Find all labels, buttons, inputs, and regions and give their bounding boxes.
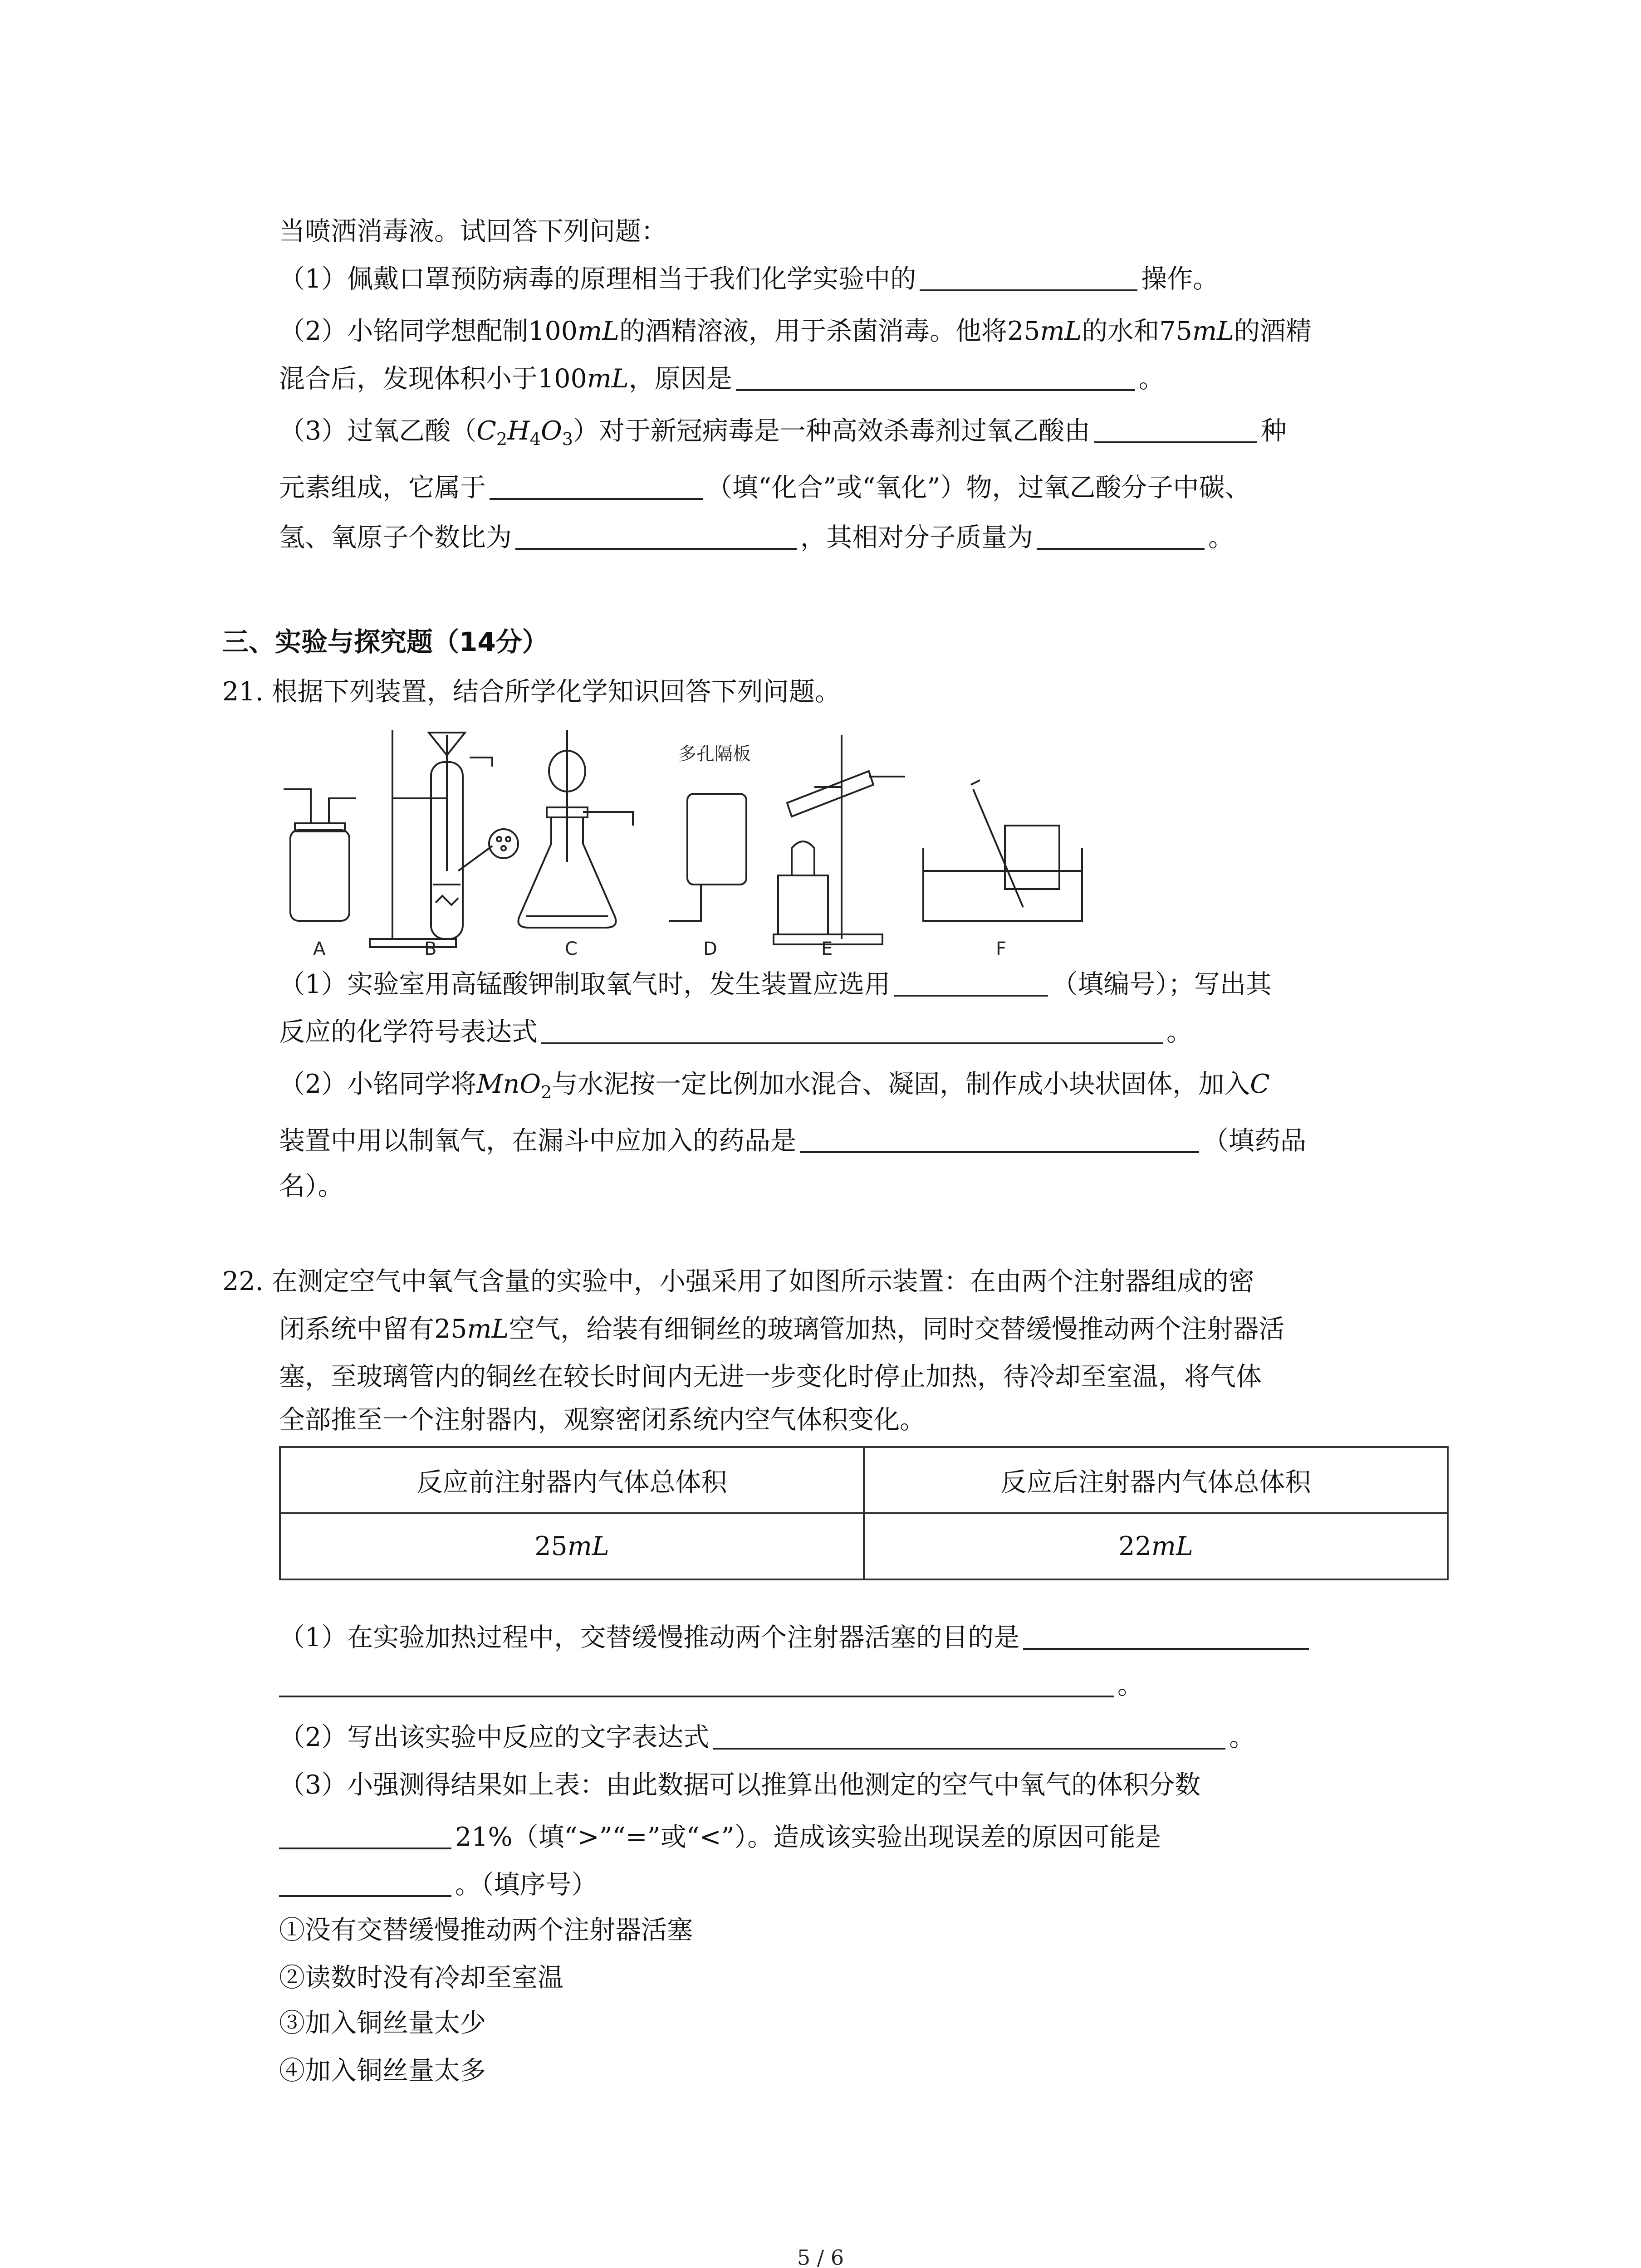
label-b: B <box>424 938 437 957</box>
answer-blank[interactable] <box>541 1014 1163 1044</box>
q22-line4: 全部推至一个注射器内，观察密闭系统内空气体积变化。 <box>279 1405 926 1435</box>
apparatus-c <box>519 730 633 928</box>
option-1: ①没有交替缓慢推动两个注射器活塞 <box>279 1915 693 1945</box>
q20-part2-line2: 混合后，发现体积小于100mL，原因是 。 <box>279 361 1165 397</box>
option-2: ②读数时没有冷却至室温 <box>279 1963 563 1993</box>
q21-stem: 21. 根据下列装置，结合所学化学知识回答下列问题。 <box>222 677 841 707</box>
option-3: ③加入铜丝量太少 <box>279 2008 486 2038</box>
label-c: C <box>565 938 578 957</box>
table-header-row <box>280 1447 1448 1513</box>
table-header: 反应后注射器内气体总体积 <box>864 1447 1448 1513</box>
q21-part1-line1: （1）实验室用高锰酸钾制取氧气时，发生装置应选用 （填编号）；写出其 <box>279 966 1272 1002</box>
apparatus-figure <box>279 726 1109 957</box>
q20-intro: 当喷洒消毒液。试回答下列问题： <box>279 216 667 246</box>
q22-line2: 闭系统中留有25mL空气，给装有细铜丝的玻璃管加热，同时交替缓慢推动两个注射器活 <box>279 1314 1285 1344</box>
q20-part3-line3: 氢、氧原子个数比为 ，其相对分子质量为 。 <box>279 519 1234 556</box>
porous-plate-label: 多孔隔板 <box>678 743 751 764</box>
answer-blank[interactable] <box>490 470 703 500</box>
q22-line1: 22. 在测定空气中氧气含量的实验中，小强采用了如图所示装置：在由两个注射器组成的密 <box>222 1266 1254 1296</box>
q20-part3-line2: 元素组成，它属于 （填“化合”或“氧化”）物，过氧乙酸分子中碳、 <box>279 469 1251 506</box>
q22-part2: （2）写出该实验中反应的文字表达式 。 <box>279 1719 1255 1755</box>
q22-part3-line3: 。（填序号） <box>279 1867 598 1903</box>
apparatus-b <box>370 730 518 947</box>
answer-blank[interactable] <box>279 1819 451 1849</box>
page-number: 5 / 6 <box>797 2245 844 2268</box>
q22-part3-line1: （3）小强测得结果如上表：由此数据可以推算出他测定的空气中氧气的体积分数 <box>279 1770 1201 1800</box>
q21-part1-line2: 反应的化学符号表达式 。 <box>279 1014 1192 1050</box>
q22-line3: 塞，至玻璃管内的铜丝在较长时间内无进一步变化时停止加热，待冷却至室温，将气体 <box>279 1362 1262 1392</box>
answer-blank[interactable] <box>920 261 1137 291</box>
q22-part1-line1: （1）在实验加热过程中，交替缓慢推动两个注射器活塞的目的是 <box>279 1619 1313 1656</box>
answer-blank[interactable] <box>894 967 1048 997</box>
label-e: E <box>821 938 833 957</box>
answer-blank[interactable] <box>800 1123 1199 1153</box>
answer-blank[interactable] <box>279 1667 1114 1697</box>
section-title: 三、实验与探究题（14分） <box>222 626 549 657</box>
volume-table <box>279 1446 1449 1580</box>
apparatus-a <box>284 789 356 921</box>
answer-blank[interactable] <box>1023 1620 1309 1650</box>
q21-part2-line3: 名）。 <box>279 1171 344 1201</box>
q21-part2-line1: （2）小铭同学将MnO$_2$与水泥按一定比例加水混合、凝固，制作成小块状固体，加入C <box>279 1069 1270 1102</box>
q21-part2-line2: 装置中用以制氧气，在漏斗中应加入的药品是 （填药品 <box>279 1123 1306 1159</box>
label-f: F <box>996 938 1007 957</box>
option-4: ④加入铜丝量太多 <box>279 2056 486 2086</box>
apparatus-f <box>923 780 1082 921</box>
answer-blank[interactable] <box>279 1867 451 1897</box>
table-row <box>280 1513 1448 1579</box>
q20-part2-line1: （2）小铭同学想配制100mL的酒精溶液，用于杀菌消毒。他将25mL的水和75mL的酒精 <box>279 316 1312 346</box>
q22-part1-line2: 。 <box>279 1667 1143 1703</box>
label-d: D <box>703 938 717 957</box>
q20-part1: （1）佩戴口罩预防病毒的原理相当于我们化学实验中的 操作。 <box>279 261 1219 297</box>
answer-blank[interactable] <box>713 1720 1225 1750</box>
answer-blank[interactable] <box>515 520 797 550</box>
q22-part3-line2: 21%（填“>”“=”或“<”）。造成该实验出现误差的原因可能是 <box>279 1819 1161 1855</box>
answer-blank[interactable] <box>1094 413 1257 443</box>
answer-blank[interactable] <box>1037 520 1205 550</box>
table-cell: 25mL <box>280 1513 864 1579</box>
q20-part3-line1: （3）过氧乙酸$(C_2H_4O_3)$对于新冠病毒是一种高效杀毒剂过氧乙酸由 种 <box>279 413 1287 449</box>
answer-blank[interactable] <box>736 361 1135 391</box>
table-header: 反应前注射器内气体总体积 <box>280 1447 864 1513</box>
apparatus-d <box>669 794 746 921</box>
table-cell: 22mL <box>864 1513 1448 1579</box>
apparatus-e <box>774 735 905 944</box>
label-a: A <box>313 938 326 957</box>
